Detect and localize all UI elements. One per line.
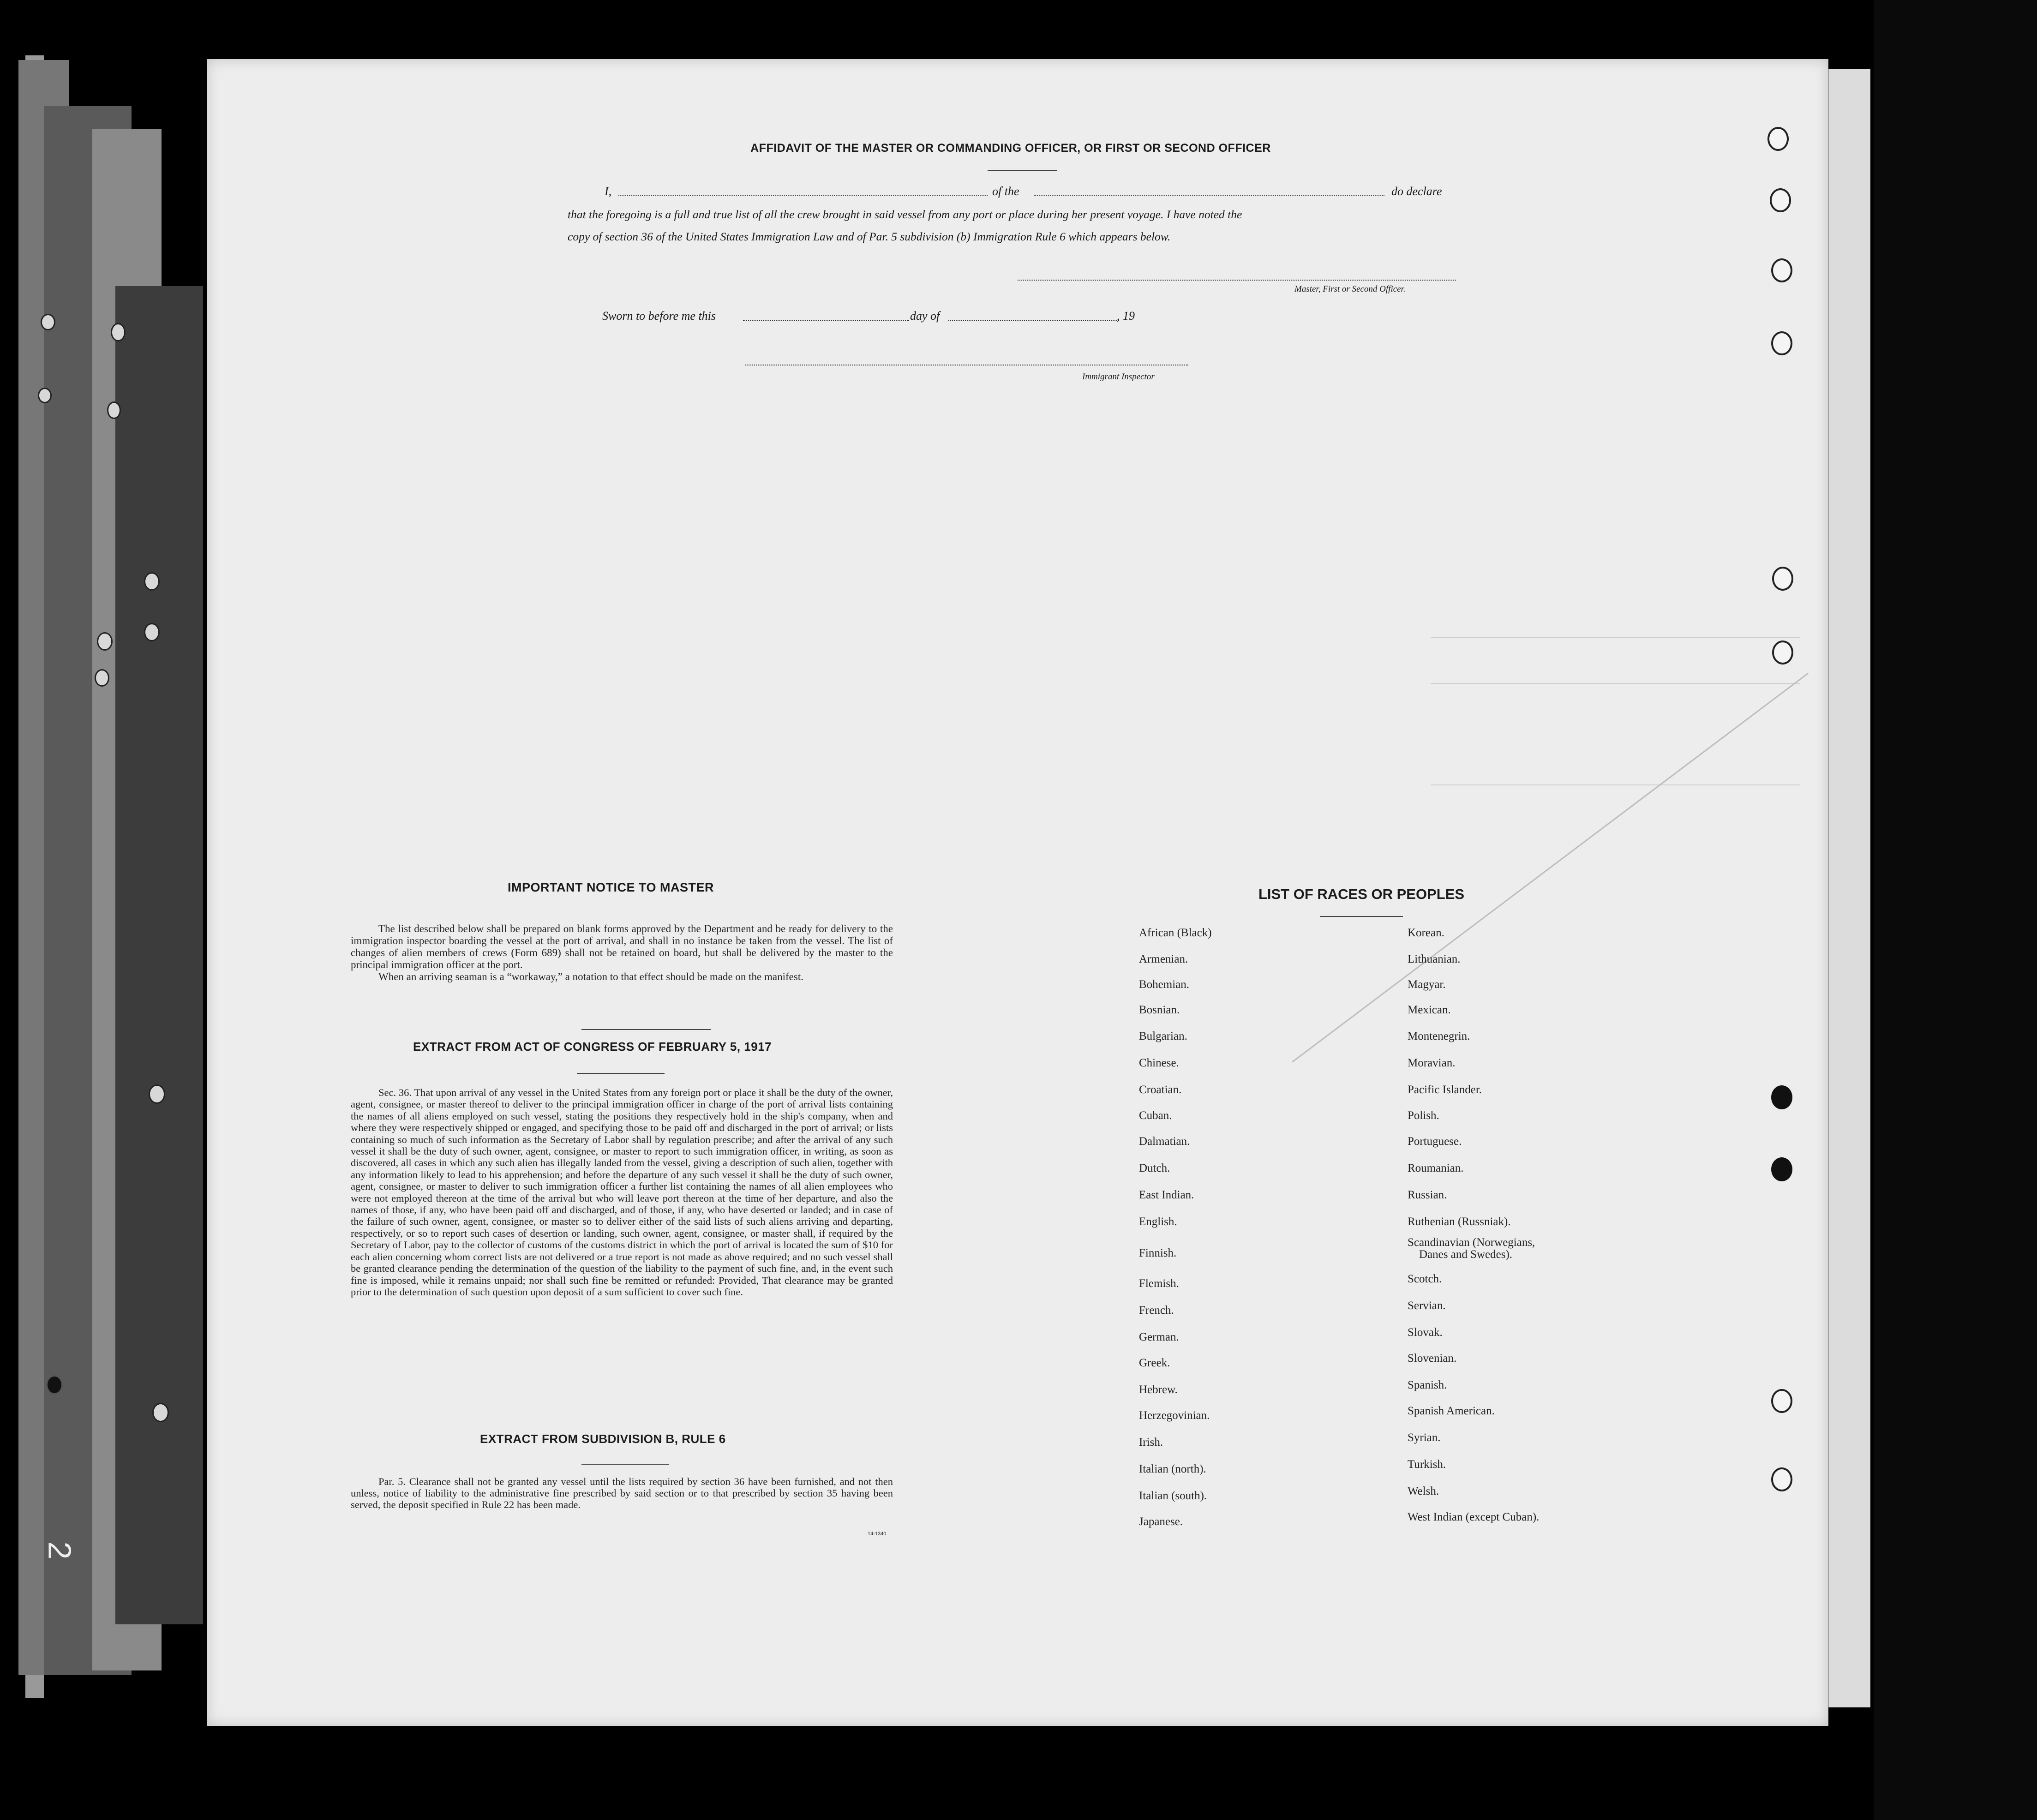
race-entry: Spanish American.: [1408, 1405, 1495, 1417]
ring-hole: [1771, 1389, 1792, 1413]
ring-hole: [1771, 1467, 1792, 1491]
punch-hole: [107, 401, 121, 419]
notice-title: IMPORTANT NOTICE TO MASTER: [508, 880, 714, 894]
race-entry: Cuban.: [1139, 1109, 1172, 1122]
ring-hole: [1771, 258, 1792, 282]
inspector-signature-caption: Immigrant Inspector: [1082, 372, 1155, 382]
race-entry: Chinese.: [1139, 1057, 1179, 1069]
affidavit-declaration-line: copy of section 36 of the United States Immigration Law and of Par. 5 subdivision (b) Immigration Rule 6 which appears below.: [568, 230, 1171, 243]
race-entry: Portuguese.: [1408, 1135, 1462, 1148]
race-entry: Servian.: [1408, 1299, 1446, 1312]
punch-hole: [111, 323, 126, 341]
extract-rule-title: EXTRACT FROM SUBDIVISION B, RULE 6: [480, 1432, 726, 1446]
race-entry: Greek.: [1139, 1357, 1170, 1369]
affidavit-declaration-line: that the foregoing is a full and true list of all the crew brought in said vessel from any port or place during her present voyage. I have noted the: [568, 208, 1242, 221]
race-entry: Armenian.: [1139, 953, 1188, 965]
race-entry: Bohemian.: [1139, 978, 1190, 991]
race-entry: Polish.: [1408, 1109, 1439, 1122]
race-entry: Dutch.: [1139, 1162, 1170, 1174]
master-signature-caption: Master, First or Second Officer.: [1294, 284, 1406, 294]
vessel-field-line[interactable]: [1034, 195, 1384, 196]
extract-act-body: [351, 1087, 893, 1298]
race-entry: African (Black): [1139, 927, 1212, 939]
race-entry: Dalmatian.: [1139, 1135, 1190, 1148]
notice-body: [351, 923, 893, 983]
bleed-through-rule: [1431, 784, 1800, 785]
bleed-through-rule: [1431, 637, 1800, 638]
divider: [577, 1073, 665, 1074]
race-entry: Japanese.: [1139, 1515, 1183, 1528]
race-entry: Italian (north).: [1139, 1463, 1206, 1475]
race-entry: Ruthenian (Russniak).: [1408, 1215, 1511, 1228]
ring-hole: [1772, 641, 1793, 665]
punch-hole: [38, 388, 52, 403]
divider: [988, 170, 1057, 171]
ring-hole: [1770, 188, 1791, 212]
race-entry: Slovenian.: [1408, 1352, 1457, 1365]
bleed-through-rule: [1431, 683, 1800, 684]
punch-hole: [46, 1375, 63, 1395]
binder-page: [115, 286, 203, 1624]
punch-hole: [149, 1084, 165, 1104]
race-entry: Russian.: [1408, 1189, 1447, 1201]
sheet-edge-behind: [1827, 69, 1870, 1707]
sworn-month-field[interactable]: [948, 320, 1119, 321]
race-entry: Hebrew.: [1139, 1383, 1178, 1396]
ring-hole: [1771, 331, 1792, 355]
year-label: , 19: [1117, 309, 1135, 323]
race-entry: German.: [1139, 1331, 1179, 1343]
divider: [581, 1029, 711, 1030]
affidavit-of-the: of the: [992, 185, 1019, 198]
background-dark-edge: [1874, 0, 2037, 1820]
notice-paragraph: The list described below shall be prepared on blank forms approved by the Department and be ready for delivery to the immigration inspector boarding the vessel at the port of arrival, and shall in no instance be taken from the vessel. The list of changes of alien members of crews (Form 689) shall not be retained on board, but shall be delivered by the master to the principal immigration officer at the port.: [351, 923, 893, 970]
punch-hole: [144, 572, 160, 591]
race-entry: Italian (south).: [1139, 1490, 1207, 1502]
race-entry: Mexican.: [1408, 1004, 1451, 1016]
race-entry: Turkish.: [1408, 1458, 1446, 1471]
race-entry: Spanish.: [1408, 1379, 1447, 1391]
sworn-day-field[interactable]: [743, 320, 909, 321]
race-entry: Finnish.: [1139, 1247, 1177, 1259]
ring-hole: [1772, 567, 1793, 591]
affidavit-do-declare: do declare: [1391, 185, 1442, 198]
ring-hole: [1767, 127, 1789, 151]
master-signature-line[interactable]: [1018, 280, 1456, 281]
race-entry: Lithuanian.: [1408, 953, 1461, 965]
day-of-label: day of: [910, 309, 940, 323]
race-entry: Magyar.: [1408, 978, 1446, 991]
race-entry: Slovak.: [1408, 1326, 1443, 1339]
divider: [1320, 916, 1403, 917]
race-entry: Montenegrin.: [1408, 1030, 1470, 1042]
race-entry: Scotch.: [1408, 1273, 1442, 1285]
name-field-line[interactable]: [618, 195, 988, 196]
race-entry: French.: [1139, 1304, 1174, 1317]
race-entry: West Indian (except Cuban).: [1408, 1511, 1540, 1523]
sworn-label: Sworn to before me this: [602, 309, 716, 323]
race-entry: Korean.: [1408, 927, 1444, 939]
notice-paragraph: When an arriving seaman is a “workaway,” a notation to that effect should be made on the manifest.: [378, 971, 803, 982]
race-entry: Croatian.: [1139, 1084, 1182, 1096]
affidavit-title: AFFIDAVIT OF THE MASTER OR COMMANDING OFFICER, OR FIRST OR SECOND OFFICER: [750, 142, 1271, 155]
extract-act-paragraph: Sec. 36. That upon arrival of any vessel in the United States from any foreign port or place it shall be the duty of the owner, agent, consignee, or master thereof to deliver to the principal immigration officer in charge of the port of arrival lists containing the names of all aliens employed on such vessel, stating the positions they respectively hold in the ship's company, when and where they were respectively shipped or engaged, and specifying those to be paid off and discharged in the port of arrival; or lists containing so much of such information as the Secretary of Labor shall by regulation prescribe; and after the arrival of any such vessel it shall be the duty of such owner, agent, consignee, or master to report to such immigration officer, in writing, as soon as discovered, all cases in which any such alien has illegally landed from the vessel, giving a description of such alien, together with any information likely to lead to his apprehension; and before the departure of any such vessel it shall be the duty of such owner, agent, consignee, or master to deliver to such immigration officer a further list containing the names of all alien employees who were not employed thereon at the time of the arrival but who will leave port thereon at the time of her departure, and also the names of those, if any, who have been paid off and discharged, and of those, if any, who have deserted or landed; and in case of the failure of such owner, agent, consignee, or master so to deliver either of the said lists of such aliens arriving and departing, respectively, or so to report such cases of desertion or landing, such owner, agent, consignee, or master shall, if required by the Secretary of Labor, pay to the collector of customs of the customs district in which the port of arrival is located the sum of $10 for each alien concerning whom correct lists are not delivered or a true report is not made as above required; and no such vessel shall be granted clearance pending the determination of the question of the liability to the payment of such fine, and, in the event such fine is imposed, while it remains unpaid; nor shall such fine be remitted or refunded: Provided, That clearance may be granted prior to the determination of such question upon deposit of a sum sufficient to cover such fine.: [351, 1087, 893, 1298]
punch-hole: [41, 314, 55, 330]
race-entry: English.: [1139, 1215, 1177, 1228]
race-entry: Pacific Islander.: [1408, 1084, 1482, 1096]
ring-hole: [1771, 1157, 1792, 1181]
races-title: LIST OF RACES OR PEOPLES: [1258, 886, 1465, 902]
margin-handwritten-number: 2: [42, 1541, 78, 1560]
form-number: 14-1340: [868, 1531, 887, 1537]
race-entry: Irish.: [1139, 1436, 1163, 1449]
punch-hole: [97, 632, 113, 651]
extract-rule-body: [351, 1476, 893, 1510]
punch-hole: [144, 623, 160, 641]
ring-hole: [1771, 1085, 1792, 1109]
race-entry: Bosnian.: [1139, 1004, 1180, 1016]
race-entry: Bulgarian.: [1139, 1030, 1187, 1042]
divider: [581, 1464, 669, 1465]
extract-act-title: EXTRACT FROM ACT OF CONGRESS OF FEBRUARY 5, 1917: [413, 1040, 772, 1054]
race-entry: Scandinavian (Norwegians, Danes and Swedes).: [1408, 1236, 1535, 1261]
race-entry: East Indian.: [1139, 1189, 1194, 1201]
race-entry: Roumanian.: [1408, 1162, 1464, 1174]
race-entry: Flemish.: [1139, 1277, 1179, 1290]
punch-hole: [152, 1403, 169, 1422]
race-entry: Syrian.: [1408, 1431, 1441, 1444]
race-entry: Herzegovinian.: [1139, 1409, 1210, 1422]
punch-hole: [95, 669, 109, 687]
extract-rule-paragraph: Par. 5. Clearance shall not be granted any vessel until the lists required by section 36 have been furnished, and not then unless, notice of liability to the administrative fine prescribed by said section or to that prescribed by section 35 having been served, the deposit specified in Rule 22 has been made.: [351, 1476, 893, 1510]
race-entry: Moravian.: [1408, 1057, 1456, 1069]
affidavit-i-label: I,: [605, 185, 612, 198]
race-entry: Welsh.: [1408, 1485, 1439, 1497]
